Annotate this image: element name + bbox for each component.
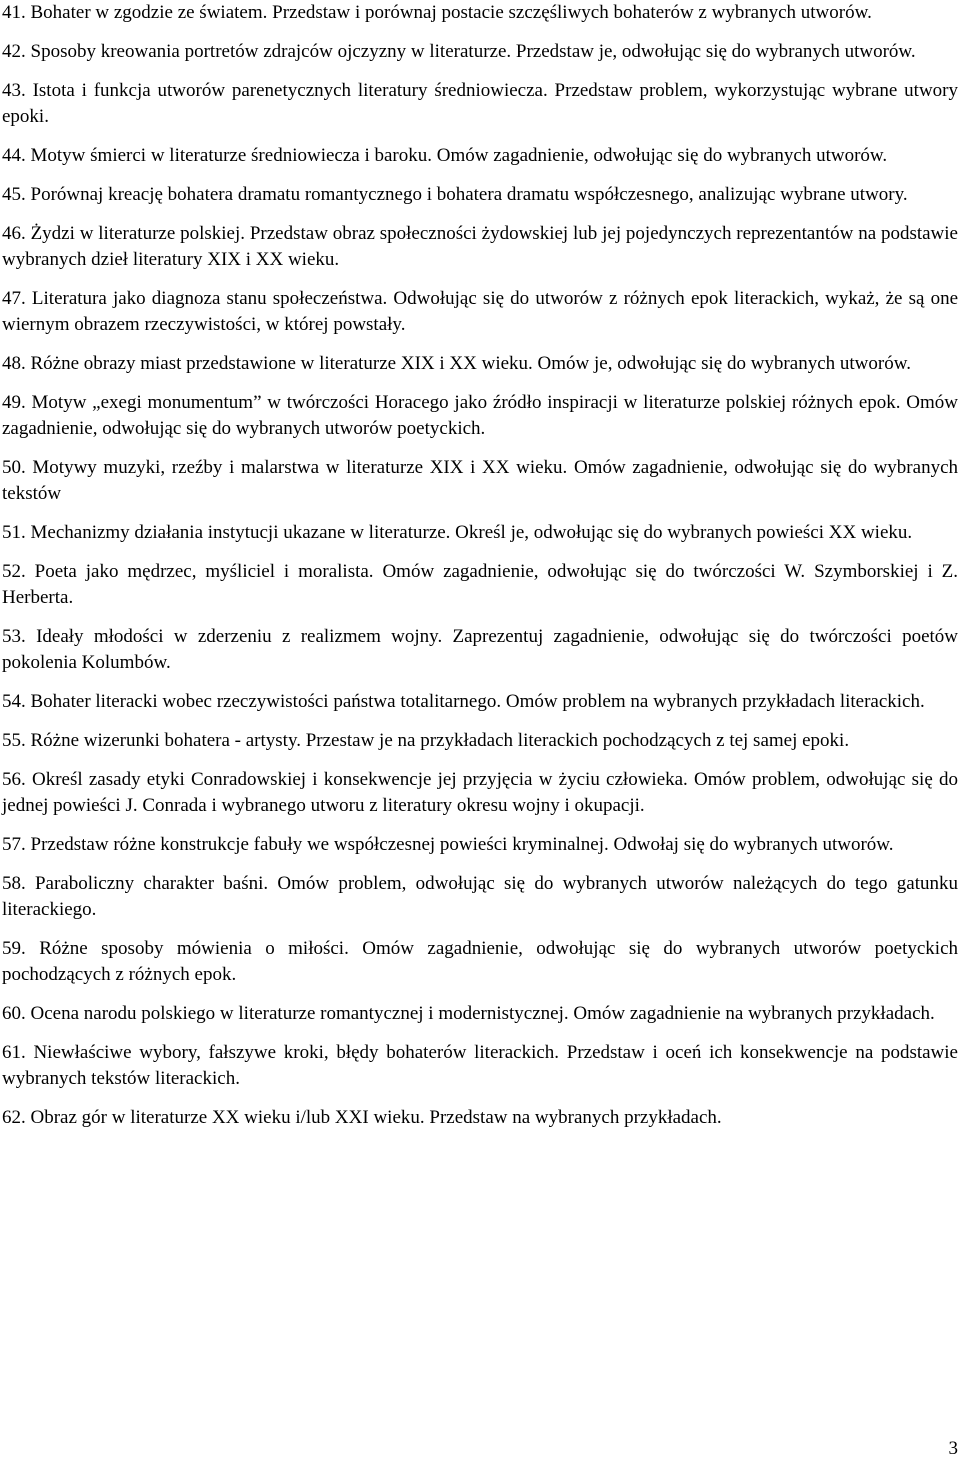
list-item — [2, 1105, 958, 1131]
item-text: Istota i funkcja utworów parenetycznych literatury średniowiecza. Przedstaw problem, wykorzystując wybrane utwory epoki. — [2, 80, 959, 127]
item-text: Literatura jako diagnoza stanu społeczeństwa. Odwołując się do utworów z różnych epok literackich, wykaż, że są one wiernym obrazem rzeczywistości, w której powstały. — [2, 288, 959, 335]
list-item — [2, 390, 958, 442]
item-number: 54. — [2, 691, 26, 712]
list-item — [2, 455, 958, 507]
item-text: Niewłaściwe wybory, fałszywe kroki, błędy bohaterów literackich. Przedstaw i oceń ich konsekwencje na podstawie wybranych tekstów literackich. — [2, 1042, 958, 1089]
item-number: 50. — [2, 457, 26, 478]
item-text: Określ zasady etyki Conradowskiej i konsekwencje jej przyjęcia w życiu człowieka. Omów problem, odwołując się do jednej powieści J. Conrada i wybranego utworu z literatury okresu wojny i okupacji. — [2, 769, 958, 816]
item-text: Ocena narodu polskiego w literaturze romantycznej i modernistycznej. Omów zagadnienie na wybranych przykładach. — [30, 1003, 935, 1024]
list-item — [2, 624, 958, 676]
item-text: Motyw śmierci w literaturze średniowiecza i baroku. Omów zagadnienie, odwołując się do wybranych utworów. — [30, 145, 888, 166]
item-number: 56. — [2, 769, 26, 790]
item-number: 61. — [2, 1042, 26, 1063]
list-item — [2, 871, 958, 923]
item-number: 57. — [2, 834, 26, 855]
item-number: 45. — [2, 184, 26, 205]
page-number: 3 — [948, 1438, 958, 1459]
item-number: 51. — [2, 522, 26, 543]
topic-list — [2, 0, 958, 1131]
item-number: 52. — [2, 561, 26, 582]
item-text: Ideały młodości w zderzeniu z realizmem wojny. Zaprezentuj zagadnienie, odwołując się do twórczości poetów pokolenia Kolumbów. — [2, 626, 959, 673]
item-number: 58. — [2, 873, 26, 894]
item-text: Różne wizerunki bohatera - artysty. Przestaw je na przykładach literackich pochodzących z tej samej epoki. — [30, 730, 850, 751]
item-text: Żydzi w literaturze polskiej. Przedstaw obraz społeczności żydowskiej lub jej pojedynczych reprezentantów na podstawie wybranych dzieł literatury XIX i XX wieku. — [2, 223, 958, 270]
item-text: Różne sposoby mówienia o miłości. Omów zagadnienie, odwołując się do wybranych utworów poetyckich pochodzących z różnych epok. — [2, 938, 959, 985]
item-text: Motywy muzyki, rzeźby i malarstwa w literaturze XIX i XX wieku. Omów zagadnienie, odwołując się do wybranych tekstów — [2, 457, 959, 504]
list-item — [2, 286, 958, 338]
item-text: Przedstaw różne konstrukcje fabuły we współczesnej powieści kryminalnej. Odwołaj się do wybranych utworów. — [30, 834, 894, 855]
item-text: Różne obrazy miast przedstawione w literaturze XIX i XX wieku. Omów je, odwołując się do wybranych utworów. — [30, 353, 911, 374]
item-text: Paraboliczny charakter baśni. Omów problem, odwołując się do wybranych utworów należących do tego gatunku literackiego. — [2, 873, 958, 920]
item-number: 48. — [2, 353, 26, 374]
item-text: Motyw „exegi monumentum” w twórczości Horacego jako źródło inspiracji w literaturze polskiej różnych epok. Omów zagadnienie, odwołując się do wybranych utworów poetyckich. — [2, 392, 958, 439]
item-text: Porównaj kreację bohatera dramatu romantycznego i bohatera dramatu współczesnego, analizując wybrane utwory. — [30, 184, 908, 205]
item-text: Bohater literacki wobec rzeczywistości państwa totalitarnego. Omów problem na wybranych przykładach literackich. — [30, 691, 925, 712]
list-item — [2, 1001, 958, 1027]
item-number: 60. — [2, 1003, 26, 1024]
list-item — [2, 351, 958, 377]
list-item — [2, 559, 958, 611]
list-item — [2, 832, 958, 858]
item-number: 55. — [2, 730, 26, 751]
list-item — [2, 143, 958, 169]
item-number: 46. — [2, 223, 26, 244]
item-number: 62. — [2, 1107, 26, 1128]
item-number: 59. — [2, 938, 26, 959]
list-item — [2, 936, 958, 988]
list-item — [2, 767, 958, 819]
item-text: Sposoby kreowania portretów zdrajców ojczyzny w literaturze. Przedstaw je, odwołując się do wybranych utworów. — [30, 41, 916, 62]
list-item — [2, 1040, 958, 1092]
list-item — [2, 78, 958, 130]
list-item — [2, 221, 958, 273]
item-text: Obraz gór w literaturze XX wieku i/lub XXI wieku. Przedstaw na wybranych przykładach. — [30, 1107, 722, 1128]
list-item — [2, 689, 958, 715]
list-item — [2, 39, 958, 65]
item-number: 43. — [2, 80, 26, 101]
list-item — [2, 728, 958, 754]
item-number: 49. — [2, 392, 26, 413]
list-item — [2, 520, 958, 546]
document-page — [2, 0, 958, 1144]
item-number: 53. — [2, 626, 26, 647]
item-number: 41. — [2, 2, 26, 23]
list-item — [2, 182, 958, 208]
item-number: 44. — [2, 145, 26, 166]
item-text: Bohater w zgodzie ze światem. Przedstaw i porównaj postacie szczęśliwych bohaterów z wybranych utworów. — [30, 2, 872, 23]
list-item — [2, 0, 958, 26]
item-number: 47. — [2, 288, 26, 309]
item-text: Mechanizmy działania instytucji ukazane w literaturze. Określ je, odwołując się do wybranych powieści XX wieku. — [30, 522, 913, 543]
item-text: Poeta jako mędrzec, myśliciel i moralista. Omów zagadnienie, odwołując się do twórczości W. Szymborskiej i Z. Herberta. — [2, 561, 958, 608]
item-number: 42. — [2, 41, 26, 62]
